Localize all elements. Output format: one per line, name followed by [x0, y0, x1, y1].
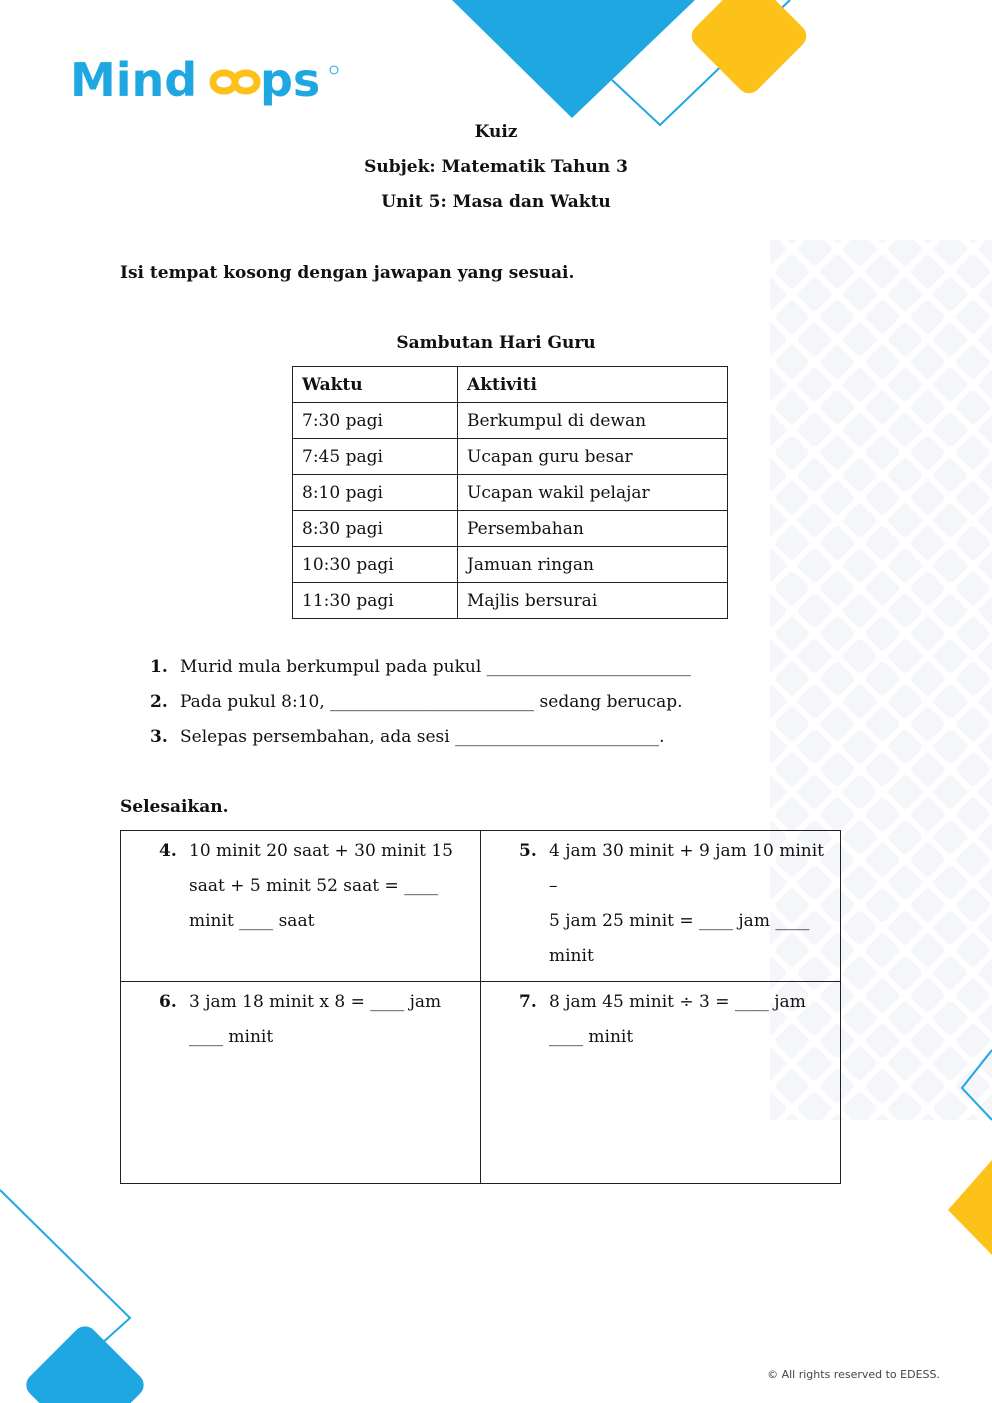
problem-cell-5 [481, 831, 841, 982]
question-number: 3. [150, 727, 168, 747]
section1-instruction: Isi tempat kosong dengan jawapan yang sesuai. [120, 263, 575, 283]
problem-text: 3 jam 18 minit x 8 = ____ jam ____ minit [189, 992, 442, 1047]
table-row [293, 583, 728, 619]
quiz-title: Kuiz [474, 122, 518, 142]
svg-text:ps: ps [260, 53, 321, 107]
problem-number: 6. [159, 992, 177, 1012]
column-header-aktiviti: Aktiviti [458, 367, 728, 403]
schedule-table [292, 366, 728, 619]
section2-instruction: Selesaikan. [120, 797, 229, 817]
time-cell: 8:30 pagi [293, 511, 458, 547]
problem-text: 4 jam 30 minit + 9 jam 10 minit – 5 jam 25 minit = ____ jam ____ minit [549, 841, 824, 966]
problem-text: 10 minit 20 saat + 30 minit 15 saat + 5 minit 52 saat = ____ minit ____ saat [189, 841, 453, 931]
question-1 [150, 657, 691, 677]
question-number: 2. [150, 692, 168, 712]
table-row [121, 982, 841, 1184]
question-number: 1. [150, 657, 168, 677]
activity-cell: Ucapan guru besar [458, 439, 728, 475]
column-header-waktu: Waktu [293, 367, 458, 403]
problem-cell-6 [121, 982, 481, 1184]
blue-diamond-shape [21, 1321, 148, 1403]
time-cell: 8:10 pagi [293, 475, 458, 511]
time-cell: 7:45 pagi [293, 439, 458, 475]
question-text: Pada pukul 8:10, ________________________ sedang berucap. [180, 692, 683, 712]
table-row [293, 439, 728, 475]
table-row [121, 831, 841, 982]
table-row [293, 547, 728, 583]
yellow-triangle-shape [948, 1160, 992, 1255]
time-cell: 7:30 pagi [293, 403, 458, 439]
problem-text: 8 jam 45 minit ÷ 3 = ____ jam ____ minit [549, 992, 806, 1047]
table-header-row [293, 367, 728, 403]
activity-cell: Ucapan wakil pelajar [458, 475, 728, 511]
time-cell: 11:30 pagi [293, 583, 458, 619]
table-row [293, 511, 728, 547]
table-row [293, 403, 728, 439]
problem-cell-7 [481, 982, 841, 1184]
svg-text:Mind: Mind [70, 53, 198, 107]
question-text: Murid mula berkumpul pada pukul ________________________ [180, 657, 691, 677]
time-cell: 10:30 pagi [293, 547, 458, 583]
activity-cell: Berkumpul di dewan [458, 403, 728, 439]
problem-cell-4 [121, 831, 481, 982]
problem-number: 7. [519, 992, 537, 1012]
question-3 [150, 727, 665, 747]
question-text: Selepas persembahan, ada sesi ________________________. [180, 727, 665, 747]
schedule-title: Sambutan Hari Guru [396, 333, 596, 353]
yellow-diamond-shape [687, 0, 811, 98]
subject-heading: Subjek: Matematik Tahun 3 [364, 157, 628, 177]
problems-table [120, 830, 841, 1184]
blue-triangle-shape [452, 0, 695, 118]
activity-cell: Majlis bersurai [458, 583, 728, 619]
activity-cell: Jamuan ringan [458, 547, 728, 583]
mindloops-logo [70, 52, 350, 114]
activity-cell: Persembahan [458, 511, 728, 547]
table-row [293, 475, 728, 511]
copyright-footer: © All rights reserved to EDESS. [767, 1368, 940, 1381]
unit-heading: Unit 5: Masa dan Waktu [381, 192, 611, 212]
question-2 [150, 692, 683, 712]
problem-number: 5. [519, 841, 537, 861]
problem-number: 4. [159, 841, 177, 861]
